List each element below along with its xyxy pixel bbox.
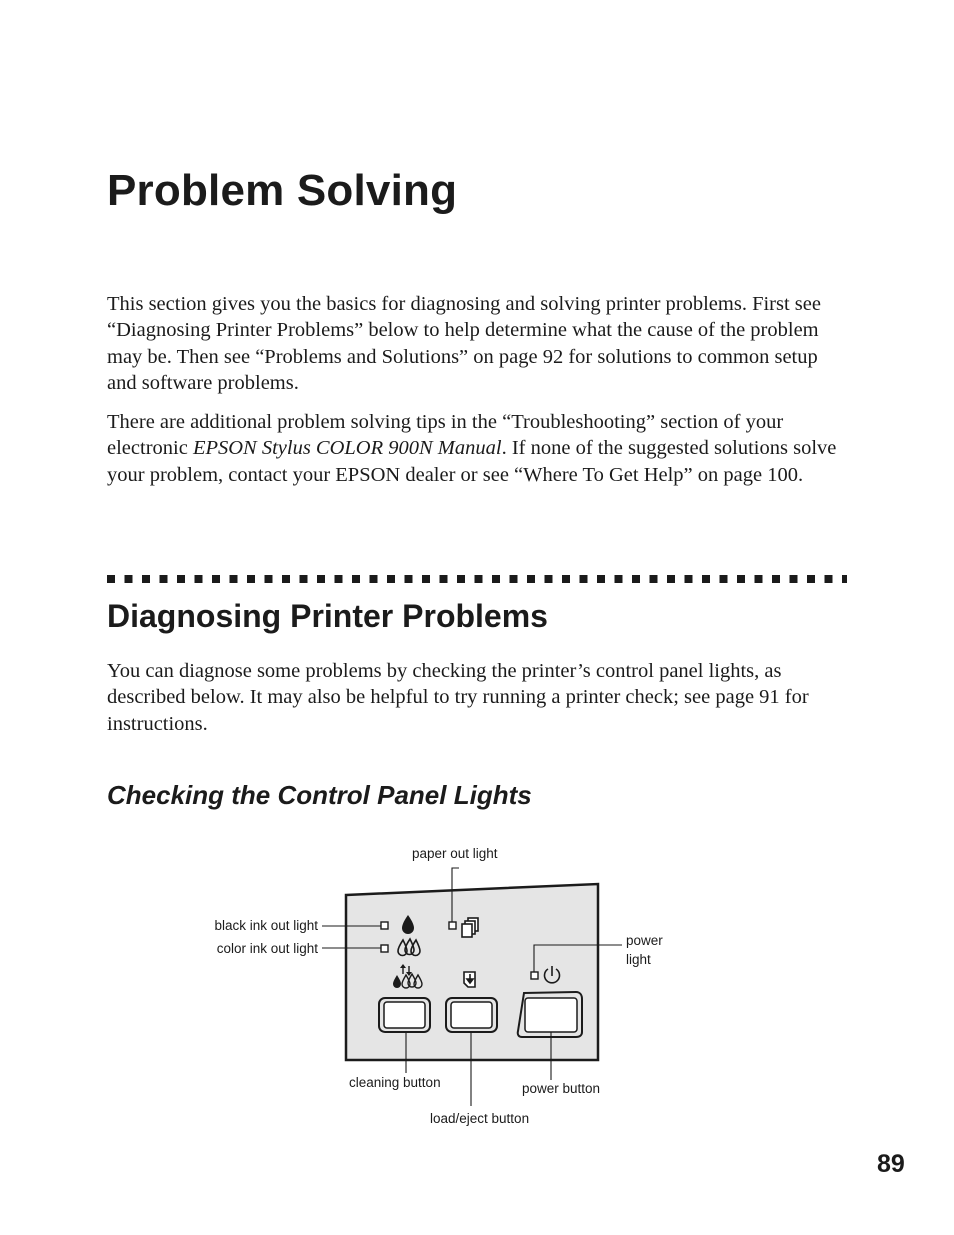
intro-paragraph-2-end: . If none of the suggested solutions solve your problem, contact your EPSON dealer or see “Where To Get Help” on page 100. — [107, 437, 837, 486]
cleaning-button-label: cleaning button — [349, 1075, 441, 1090]
power-button-label: power button — [522, 1081, 601, 1096]
power-button[interactable] — [518, 992, 582, 1037]
load-eject-button[interactable] — [446, 998, 497, 1032]
power-light-label-line1: power — [626, 933, 663, 948]
color-ink-out-light-label: color ink out light — [216, 941, 318, 956]
paper-out-light — [449, 922, 456, 929]
section-heading: Diagnosing Printer Problems — [107, 598, 548, 634]
intro-paragraph-1: This section gives you the basics for diagnosing and solving printer problems. First see “Diagnosing Printer Problems” below to help determine what the cause of the problem may be. Then see “Problems and Solutions” on page 92 for solutions to common setup and software problems. — [107, 293, 821, 394]
manual-title: EPSON Stylus COLOR 900N Manual — [192, 437, 502, 460]
paper-stack-icon — [462, 918, 478, 937]
black-ink-out-light — [381, 922, 388, 929]
color-ink-out-light — [381, 945, 388, 952]
subsection-heading: Checking the Control Panel Lights — [107, 780, 532, 810]
power-light-label-line2: light — [626, 952, 651, 967]
cleaning-button[interactable] — [379, 998, 430, 1032]
section-paragraph: You can diagnose some problems by checking the printer’s control panel lights, as described below. It may also be helpful to try running a printer check; see page 91 for instructions. — [107, 660, 809, 735]
power-light — [531, 972, 538, 979]
intro-paragraph-2-start: There are additional problem solving tips in the “Troubleshooting” section of your electronic — [107, 411, 784, 460]
load-eject-icon — [464, 972, 475, 987]
paper-out-light-label: paper out light — [412, 846, 498, 861]
page-number: 89 — [877, 1150, 905, 1178]
black-ink-out-light-label: black ink out light — [214, 918, 318, 933]
page-title: Problem Solving — [107, 166, 458, 215]
load-eject-button-label: load/eject button — [430, 1111, 530, 1126]
